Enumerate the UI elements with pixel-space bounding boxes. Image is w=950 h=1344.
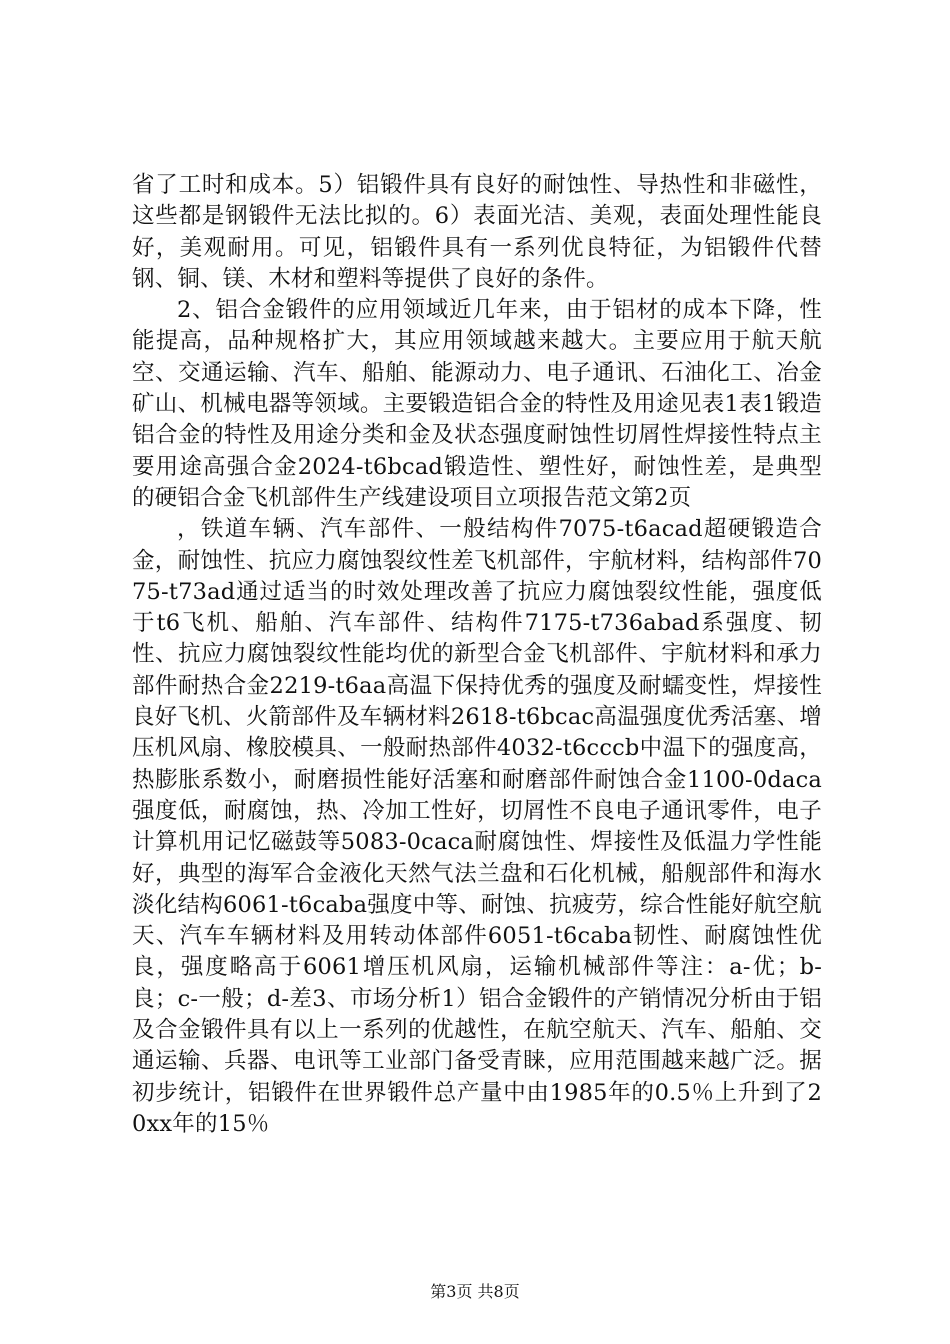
paragraph-1: 省了工时和成本。5）铝锻件具有良好的耐蚀性、导热性和非磁性，这些都是钢锻件无法比拟的。6）表面光洁、美观，表面处理性能良好，美观耐用。可见，铝锻件具有一系列优良特征，为铝锻件代替钢、铜、镁、木材和塑料等提供了良好的条件。 — [132, 172, 822, 292]
page-footer — [0, 1282, 950, 1302]
document-body — [132, 170, 822, 1140]
paragraph-2: 2、铝合金锻件的应用领域近几年来，由于铝材的成本下降，性能提高，品种规格扩大，其应用领域越来越大。主要应用于航天航空、交通运输、汽车、船舶、能源动力、电子通讯、石油化工、冶金矿山、机械电器等领域。主要锻造铝合金的特性及用途见表1表1锻造铝合金的特性及用途分类和金及状态强度耐蚀性切屑性焊接性特点主要用途高强合金2024-t6bcad锻造性、塑性好，耐蚀性差，是典型的硬铝合金飞机部件生产线建设项目立项报告范文第2页 — [132, 297, 822, 511]
page-number: 第3页 共8页 — [430, 1282, 520, 1301]
paragraph-3: ，铁道车辆、汽车部件、一般结构件7075-t6acad超硬锻造合金，耐蚀性、抗应力腐蚀裂纹性差飞机部件，宇航材料，结构部件7075-t73ad通过适当的时效处理改善了抗应力腐蚀裂纹性能，强度低于t6飞机、船舶、汽车部件、结构件7175-t736abad系强度、韧性、抗应力腐蚀裂纹性能均优的新型合金飞机部件、宇航材料和承力部件耐热合金2219-t6aa高温下保持优秀的强度及耐蠕变性，焊接性良好飞机、火箭部件及车辆材料2618-t6bcac高温强度优秀活塞、增压机风扇、橡胶模具、一般耐热部件4032-t6cccb中温下的强度高，热膨胀系数小，耐磨损性能好活塞和耐磨部件耐蚀合金1100-0daca强度低，耐腐蚀，热、冷加工性好，切屑性不良电子通讯零件，电子计算机用记忆磁鼓等5083-0caca耐腐蚀性、焊接性及低温力学性能好，典型的海军合金液化天然气法兰盘和石化机械，船舰部件和海水淡化结构6061-t6caba强度中等、耐蚀、抗疲劳，综合性能好航空航天、汽车车辆材料及用转动体部件6051-t6caba韧性、耐腐蚀性优良，强度略高于6061增压机风扇，运输机械部件等注：a-优；b-良；c-一般；d-差3、市场分析1）铝合金锻件的产销情况分析由于铝及合金锻件具有以上一系列的优越性，在航空航天、汽车、船舶、交通运输、兵器、电讯等工业部门备受青睐，应用范围越来越广泛。据初步统计，铝锻件在世界锻件总产量中由1985年的0.5％上升到了20xx年的15％ — [132, 516, 822, 1137]
